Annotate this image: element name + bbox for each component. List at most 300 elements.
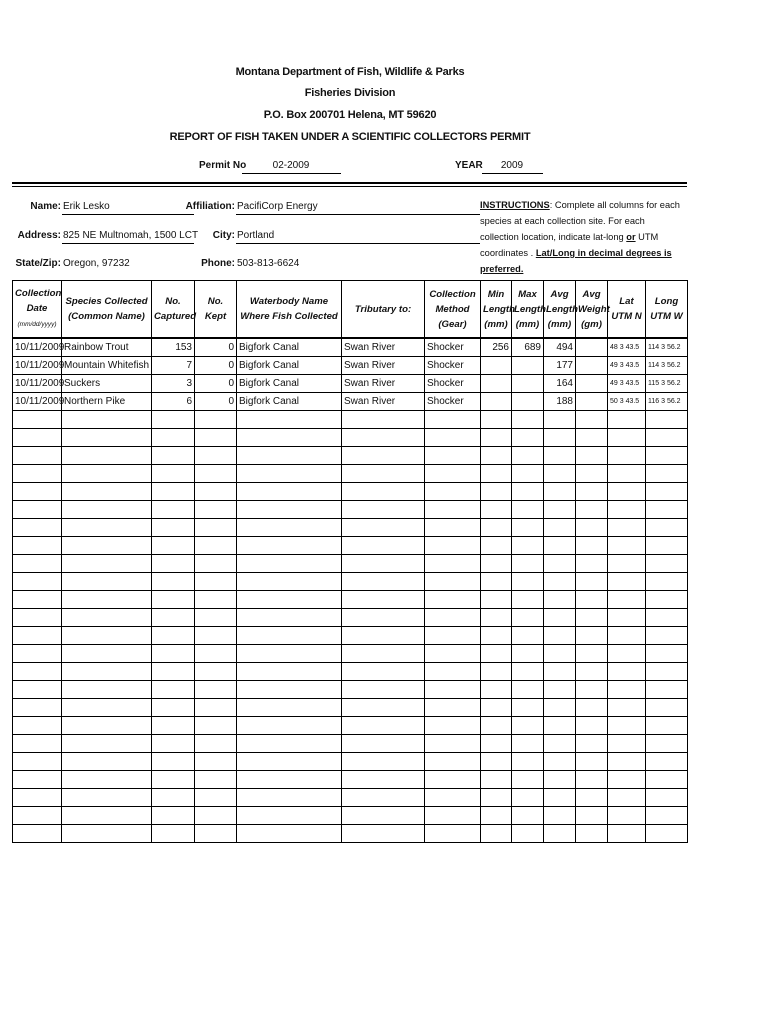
table-cell: 116 3 56.2 xyxy=(646,393,688,411)
table-cell xyxy=(195,429,237,447)
table-cell xyxy=(512,357,544,375)
collector-phone: 503-813-6624 xyxy=(237,258,300,269)
table-cell xyxy=(544,627,576,645)
table-cell xyxy=(544,645,576,663)
table-cell xyxy=(152,771,195,789)
table-cell xyxy=(237,609,342,627)
table-cell xyxy=(195,573,237,591)
table-cell xyxy=(544,789,576,807)
table-cell xyxy=(237,555,342,573)
table-cell xyxy=(608,447,646,465)
table-cell xyxy=(544,537,576,555)
table-cell xyxy=(646,627,688,645)
table-cell xyxy=(481,681,512,699)
table-cell xyxy=(576,555,608,573)
collector-state-zip: Oregon, 97232 xyxy=(63,258,130,269)
affiliation-label: Affiliation: xyxy=(185,201,235,212)
collector-name: Erik Lesko xyxy=(63,201,110,212)
table-cell xyxy=(152,735,195,753)
table-cell xyxy=(481,825,512,843)
table-cell xyxy=(646,429,688,447)
table-cell xyxy=(237,735,342,753)
table-cell xyxy=(62,789,152,807)
table-cell xyxy=(576,357,608,375)
table-cell xyxy=(62,447,152,465)
table-cell xyxy=(608,789,646,807)
table-cell xyxy=(646,501,688,519)
table-cell xyxy=(342,735,425,753)
table-cell xyxy=(576,699,608,717)
table-cell xyxy=(425,825,481,843)
table-cell: Swan River xyxy=(342,338,425,357)
table-cell: 49 3 43.5 xyxy=(608,375,646,393)
table-cell xyxy=(62,699,152,717)
table-cell: 153 xyxy=(152,338,195,357)
table-cell: 3 xyxy=(152,375,195,393)
table-cell xyxy=(62,609,152,627)
table-cell xyxy=(342,591,425,609)
table-cell: Swan River xyxy=(342,375,425,393)
table-cell xyxy=(481,735,512,753)
table-cell xyxy=(13,645,62,663)
table-cell xyxy=(13,717,62,735)
table-cell xyxy=(608,519,646,537)
col-avg-length: Avg Length (mm) xyxy=(544,281,576,339)
phone-label: Phone: xyxy=(201,258,235,269)
empty-table-row xyxy=(13,699,688,717)
table-cell xyxy=(195,807,237,825)
table-cell xyxy=(62,645,152,663)
table-cell xyxy=(13,627,62,645)
table-cell xyxy=(512,501,544,519)
table-cell xyxy=(608,465,646,483)
table-cell xyxy=(342,447,425,465)
table-cell xyxy=(481,663,512,681)
table-cell xyxy=(342,501,425,519)
table-cell xyxy=(544,519,576,537)
table-cell: 6 xyxy=(152,393,195,411)
table-cell xyxy=(512,771,544,789)
table-cell xyxy=(237,663,342,681)
table-cell xyxy=(544,753,576,771)
table-cell: Bigfork Canal xyxy=(237,338,342,357)
table-cell xyxy=(425,735,481,753)
empty-table-row xyxy=(13,627,688,645)
table-cell xyxy=(425,699,481,717)
table-cell xyxy=(481,645,512,663)
empty-table-row xyxy=(13,789,688,807)
table-cell: Bigfork Canal xyxy=(237,375,342,393)
table-cell xyxy=(576,735,608,753)
table-cell xyxy=(62,573,152,591)
table-cell xyxy=(646,789,688,807)
table-cell xyxy=(608,753,646,771)
empty-table-row xyxy=(13,717,688,735)
table-cell xyxy=(195,501,237,519)
table-cell xyxy=(152,699,195,717)
table-cell xyxy=(425,807,481,825)
empty-table-row xyxy=(13,483,688,501)
table-cell xyxy=(512,465,544,483)
table-cell xyxy=(576,663,608,681)
table-cell xyxy=(425,789,481,807)
col-species: Species Collected (Common Name) xyxy=(62,281,152,339)
table-cell xyxy=(152,519,195,537)
empty-table-row xyxy=(13,501,688,519)
empty-table-row xyxy=(13,825,688,843)
table-cell xyxy=(13,465,62,483)
table-cell xyxy=(195,411,237,429)
table-cell xyxy=(481,555,512,573)
col-lat: Lat UTM N xyxy=(608,281,646,339)
table-cell xyxy=(62,753,152,771)
permit-label: Permit No xyxy=(199,160,247,171)
table-cell xyxy=(608,825,646,843)
table-cell xyxy=(342,429,425,447)
table-cell xyxy=(237,447,342,465)
table-cell xyxy=(608,771,646,789)
table-cell xyxy=(544,663,576,681)
table-header-row xyxy=(13,281,688,339)
table-cell xyxy=(195,825,237,843)
table-cell xyxy=(152,717,195,735)
table-cell xyxy=(342,807,425,825)
table-cell xyxy=(512,825,544,843)
table-cell xyxy=(608,411,646,429)
table-cell xyxy=(62,519,152,537)
table-cell xyxy=(544,807,576,825)
table-cell xyxy=(195,789,237,807)
table-cell xyxy=(13,483,62,501)
table-cell xyxy=(62,555,152,573)
table-cell xyxy=(481,807,512,825)
table-cell xyxy=(481,447,512,465)
agency-address: P.O. Box 200701 Helena, MT 59620 xyxy=(263,109,437,121)
table-cell xyxy=(13,807,62,825)
table-cell xyxy=(13,609,62,627)
table-cell xyxy=(576,519,608,537)
col-collection-date: Collection Date (mm/dd/yyyy) xyxy=(13,281,62,339)
table-cell xyxy=(425,537,481,555)
table-cell xyxy=(512,645,544,663)
table-cell xyxy=(195,447,237,465)
empty-table-row xyxy=(13,807,688,825)
table-cell xyxy=(576,411,608,429)
table-cell xyxy=(576,645,608,663)
table-cell xyxy=(481,627,512,645)
table-cell: 10/11/2009 xyxy=(13,338,62,357)
table-cell xyxy=(195,663,237,681)
table-cell: Shocker xyxy=(425,357,481,375)
table-cell xyxy=(544,699,576,717)
table-cell xyxy=(512,429,544,447)
table-cell xyxy=(152,807,195,825)
table-cell xyxy=(425,519,481,537)
table-cell xyxy=(512,483,544,501)
table-cell xyxy=(481,411,512,429)
col-avg-weight: Avg Weight (gm) xyxy=(576,281,608,339)
empty-table-row xyxy=(13,537,688,555)
table-cell xyxy=(425,645,481,663)
table-row xyxy=(13,357,688,375)
table-cell: 0 xyxy=(195,393,237,411)
table-cell xyxy=(576,807,608,825)
table-cell xyxy=(576,537,608,555)
table-cell xyxy=(646,483,688,501)
table-cell xyxy=(237,537,342,555)
table-cell xyxy=(544,429,576,447)
table-cell xyxy=(62,627,152,645)
table-cell xyxy=(576,627,608,645)
table-cell xyxy=(512,753,544,771)
table-cell xyxy=(512,627,544,645)
empty-table-row xyxy=(13,591,688,609)
table-cell: 177 xyxy=(544,357,576,375)
table-cell xyxy=(608,483,646,501)
table-cell xyxy=(425,555,481,573)
table-cell: 50 3 43.5 xyxy=(608,393,646,411)
table-cell xyxy=(152,447,195,465)
table-cell xyxy=(481,789,512,807)
table-cell xyxy=(152,825,195,843)
table-cell xyxy=(544,573,576,591)
table-cell xyxy=(576,591,608,609)
table-cell xyxy=(152,663,195,681)
table-cell xyxy=(608,537,646,555)
empty-table-row xyxy=(13,735,688,753)
table-cell xyxy=(237,627,342,645)
table-cell xyxy=(646,699,688,717)
table-cell xyxy=(62,825,152,843)
table-cell xyxy=(608,807,646,825)
table-cell xyxy=(544,735,576,753)
table-row xyxy=(13,338,688,357)
empty-table-row xyxy=(13,753,688,771)
table-cell xyxy=(237,411,342,429)
table-cell xyxy=(481,375,512,393)
table-cell: Mountain Whitefish xyxy=(62,357,152,375)
table-row xyxy=(13,375,688,393)
table-cell xyxy=(544,555,576,573)
table-cell xyxy=(608,735,646,753)
table-cell xyxy=(512,573,544,591)
table-cell xyxy=(342,771,425,789)
table-cell xyxy=(608,699,646,717)
table-cell xyxy=(512,591,544,609)
table-cell xyxy=(237,771,342,789)
instructions-heading: INSTRUCTIONS xyxy=(480,200,550,210)
table-cell xyxy=(544,411,576,429)
table-cell xyxy=(13,681,62,699)
table-cell xyxy=(342,681,425,699)
table-cell xyxy=(576,573,608,591)
table-cell xyxy=(342,627,425,645)
table-cell xyxy=(646,447,688,465)
table-cell xyxy=(62,483,152,501)
fish-report-table xyxy=(12,280,688,843)
table-cell xyxy=(576,771,608,789)
table-cell xyxy=(13,591,62,609)
table-cell xyxy=(342,411,425,429)
table-cell xyxy=(544,501,576,519)
table-cell xyxy=(152,681,195,699)
table-cell xyxy=(152,483,195,501)
table-cell xyxy=(152,465,195,483)
table-cell xyxy=(62,771,152,789)
table-cell xyxy=(342,537,425,555)
table-cell xyxy=(512,555,544,573)
table-cell: 114 3 56.2 xyxy=(646,338,688,357)
table-cell: Rainbow Trout xyxy=(62,338,152,357)
table-cell xyxy=(62,501,152,519)
table-cell xyxy=(512,393,544,411)
table-cell xyxy=(152,537,195,555)
table-cell xyxy=(512,663,544,681)
empty-table-row xyxy=(13,573,688,591)
table-cell xyxy=(576,393,608,411)
table-cell xyxy=(576,447,608,465)
table-cell xyxy=(195,483,237,501)
table-cell xyxy=(62,717,152,735)
table-cell: Bigfork Canal xyxy=(237,393,342,411)
table-cell: 689 xyxy=(512,338,544,357)
table-cell xyxy=(608,681,646,699)
table-cell xyxy=(62,411,152,429)
table-cell xyxy=(481,537,512,555)
table-cell xyxy=(342,555,425,573)
table-cell: Bigfork Canal xyxy=(237,357,342,375)
address-label: Address: xyxy=(17,230,61,241)
table-cell xyxy=(544,465,576,483)
table-cell xyxy=(13,537,62,555)
table-cell xyxy=(544,681,576,699)
table-cell xyxy=(512,699,544,717)
table-cell xyxy=(576,483,608,501)
table-cell xyxy=(425,609,481,627)
table-cell: 48 3 43.5 xyxy=(608,338,646,357)
table-cell: 0 xyxy=(195,375,237,393)
table-cell: Shocker xyxy=(425,393,481,411)
table-cell xyxy=(576,825,608,843)
table-cell xyxy=(342,609,425,627)
table-cell xyxy=(237,573,342,591)
table-cell xyxy=(62,591,152,609)
table-cell xyxy=(646,735,688,753)
table-cell xyxy=(425,663,481,681)
city-label: City: xyxy=(212,230,235,241)
table-cell xyxy=(576,753,608,771)
table-cell xyxy=(481,393,512,411)
table-cell xyxy=(576,717,608,735)
table-cell: Shocker xyxy=(425,375,481,393)
table-cell xyxy=(608,609,646,627)
table-cell xyxy=(544,447,576,465)
year-label: YEAR xyxy=(455,160,483,171)
table-cell xyxy=(342,825,425,843)
table-cell xyxy=(195,609,237,627)
table-cell xyxy=(62,537,152,555)
table-cell xyxy=(646,573,688,591)
table-cell xyxy=(13,555,62,573)
table-cell xyxy=(646,645,688,663)
table-cell xyxy=(62,429,152,447)
table-cell xyxy=(13,447,62,465)
table-cell xyxy=(62,807,152,825)
table-cell xyxy=(237,465,342,483)
table-cell xyxy=(646,753,688,771)
table-cell xyxy=(576,681,608,699)
table-cell xyxy=(608,573,646,591)
table-cell xyxy=(512,717,544,735)
table-cell xyxy=(425,627,481,645)
table-cell xyxy=(608,717,646,735)
table-cell xyxy=(608,645,646,663)
empty-table-row xyxy=(13,645,688,663)
table-cell xyxy=(481,699,512,717)
table-cell xyxy=(13,825,62,843)
table-cell xyxy=(237,717,342,735)
table-cell: 115 3 56.2 xyxy=(646,375,688,393)
col-long: Long UTM W xyxy=(646,281,688,339)
empty-table-row xyxy=(13,465,688,483)
permit-number: 02-2009 xyxy=(272,160,310,171)
table-cell xyxy=(646,663,688,681)
table-cell xyxy=(425,447,481,465)
table-cell xyxy=(512,537,544,555)
table-cell: 49 3 43.5 xyxy=(608,357,646,375)
table-cell xyxy=(237,483,342,501)
table-cell xyxy=(481,483,512,501)
table-cell xyxy=(576,465,608,483)
table-cell xyxy=(342,465,425,483)
table-cell xyxy=(608,429,646,447)
table-cell: 7 xyxy=(152,357,195,375)
table-cell xyxy=(481,753,512,771)
table-cell: Swan River xyxy=(342,357,425,375)
table-cell xyxy=(237,825,342,843)
table-cell xyxy=(425,681,481,699)
col-no-kept: No. Kept xyxy=(195,281,237,339)
empty-table-row xyxy=(13,411,688,429)
table-cell xyxy=(425,429,481,447)
table-cell xyxy=(195,717,237,735)
table-cell xyxy=(195,681,237,699)
table-cell xyxy=(481,717,512,735)
table-cell xyxy=(152,609,195,627)
table-cell xyxy=(512,447,544,465)
table-cell xyxy=(512,807,544,825)
table-cell xyxy=(13,699,62,717)
table-cell xyxy=(195,753,237,771)
table-cell xyxy=(425,771,481,789)
empty-table-row xyxy=(13,663,688,681)
table-cell xyxy=(195,465,237,483)
table-cell xyxy=(512,609,544,627)
agency-name: Montana Department of Fish, Wildlife & Parks xyxy=(235,66,465,78)
table-cell xyxy=(544,717,576,735)
table-cell xyxy=(544,591,576,609)
table-cell xyxy=(425,411,481,429)
table-cell xyxy=(152,573,195,591)
table-cell xyxy=(481,573,512,591)
table-cell xyxy=(237,699,342,717)
table-cell xyxy=(646,411,688,429)
table-cell: 256 xyxy=(481,338,512,357)
table-cell xyxy=(13,573,62,591)
table-cell xyxy=(237,753,342,771)
table-cell xyxy=(13,501,62,519)
table-cell xyxy=(342,573,425,591)
